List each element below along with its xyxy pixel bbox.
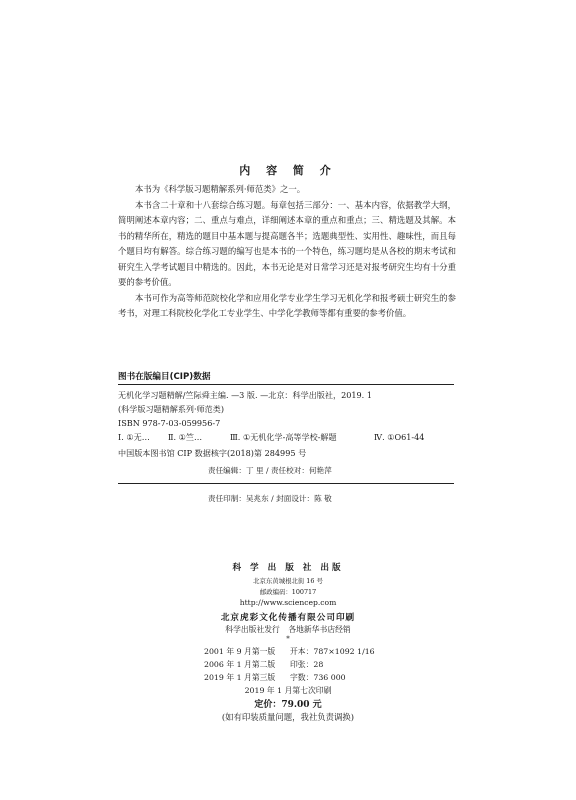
- summary-title: 内 容 简 介: [239, 164, 337, 177]
- summary-paragraph-2: 本书含二十章和十八套综合练习题。每章包括三部分：一、基本内容，依据教学大纲，简明阐述本章内容；二、重点与难点，详细阐述本章的重点和重点；三、精选题及其解。本书的精华所在，精选的题目中基本题与提高题各半；选题典型性、实用性、趣味性，而且每个题目均有解答。综合练习题的编写也是本书的一个特色，练习题均是从各校的期末考试和研究生入学考试题目中精选的。因此，本书无论是对日常学习还是对报考研究生均有十分重要的参考价值。: [118, 199, 456, 287]
- cip-series-line: (科学版习题精解系列·师范类): [118, 404, 225, 414]
- publisher-address: 北京东黄城根北街 16 号: [253, 577, 323, 585]
- cip-isbn-line: ISBN 978-7-03-059956-7: [118, 418, 221, 428]
- edition-second: 2006 年 1 月第二版: [204, 660, 276, 669]
- cip-top-rule: [118, 384, 454, 385]
- summary-body: [118, 182, 456, 322]
- cip-class-1: Ⅰ. ①无…: [118, 432, 150, 442]
- publisher-name: 科 学 出 版 社 出版: [232, 563, 344, 573]
- price: 定价：79.00 元: [254, 700, 322, 710]
- cip-bottom-rule: [118, 483, 454, 484]
- printing-run: 2019 年 1 月第七次印刷: [244, 686, 332, 695]
- format-size: 开本：787×1092 1/16: [290, 647, 375, 656]
- publisher-postcode: 邮政编码：100717: [259, 588, 317, 596]
- cip-class-2: Ⅱ. ①竺…: [168, 432, 203, 442]
- sellers: 各地新华书店经销: [288, 625, 351, 634]
- separator-star: *: [286, 635, 290, 643]
- cip-record-number: 中国版本图书馆 CIP 数据核字(2018)第 284995 号: [118, 448, 307, 458]
- staff-editors: 责任编辑：丁 里 / 责任校对：何艳萍: [208, 466, 332, 475]
- distribution-line: [0, 624, 576, 635]
- cip-classification: [118, 432, 458, 444]
- quality-note: (如有印装质量问题，我社负责调换): [221, 712, 355, 722]
- publisher-url: http://www.sciencep.com: [239, 598, 337, 607]
- cip-heading: 图书在版编目(CIP)数据: [118, 372, 211, 382]
- printer-name: 北京虎彩文化传播有限公司印刷: [220, 613, 356, 623]
- sheet-count: 印张：28: [290, 660, 324, 669]
- cip-title-line: 无机化学习题精解/竺际舜主编. —3 版. —北京：科学出版社，2019. 1: [118, 390, 372, 400]
- edition-first: 2001 年 9 月第一版: [204, 647, 276, 656]
- summary-paragraph-3: 本书可作为高等师范院校化学和应用化学专业学生学习无机化学和报考硕士研究生的参考书，对理工科院校化学化工专业学生、中学化学教师等都有重要的参考价值。: [118, 292, 456, 318]
- summary-paragraph-1: 本书为《科学版习题精解系列·师范类》之一。: [135, 184, 306, 194]
- distributor: 科学出版社发行: [225, 625, 280, 634]
- cip-class-3: Ⅲ. ①无机化学-高等学校-解题: [230, 432, 337, 442]
- cip-class-4: Ⅳ. ①O61-44: [374, 432, 425, 442]
- word-count: 字数：736 000: [290, 673, 346, 682]
- edition-third: 2019 年 1 月第三版: [204, 673, 276, 682]
- staff-printing-design: 责任印制：吴兆东 / 封面设计：陈 敬: [208, 494, 332, 503]
